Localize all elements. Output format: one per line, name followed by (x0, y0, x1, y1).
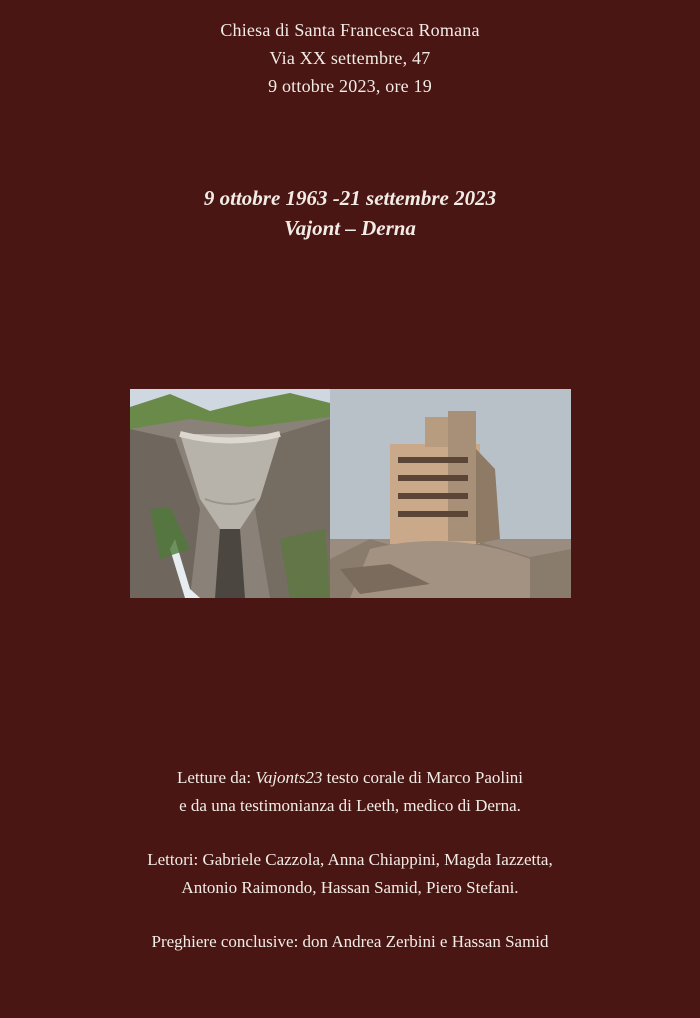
headline (0, 183, 700, 243)
headline-dates: 9 ottobre 1963 -21 settembre 2023 (203, 186, 497, 210)
venue-info (0, 16, 700, 100)
event-datetime: 9 ottobre 2023, ore 19 (268, 76, 432, 96)
readings-suffix: testo corale di Marco Paolini (322, 768, 524, 787)
vajont-dam-photo (130, 389, 330, 598)
derna-building-photo (330, 389, 571, 598)
photo-pair (130, 389, 571, 598)
readings-work-title: Vajonts23 (255, 768, 323, 787)
readers-line-2: Antonio Raimondo, Hassan Samid, Piero Stefani. (181, 878, 519, 897)
prayers-info (0, 928, 700, 956)
church-address: Via XX settembre, 47 (269, 48, 431, 68)
readings-line-2: e da una testimonianza di Leeth, medico di Derna. (179, 796, 521, 815)
readings-line-1 (0, 764, 700, 792)
headline-places: Vajont – Derna (284, 216, 416, 240)
prayers-line: Preghiere conclusive: don Andrea Zerbini e Hassan Samid (151, 932, 549, 951)
church-name: Chiesa di Santa Francesca Romana (220, 20, 480, 40)
readers-info (0, 846, 700, 902)
readings-prefix: Letture da: (176, 768, 256, 787)
readers-line-1: Lettori: Gabriele Cazzola, Anna Chiappini, Magda Iazzetta, (147, 850, 553, 869)
readings-info (0, 764, 700, 820)
